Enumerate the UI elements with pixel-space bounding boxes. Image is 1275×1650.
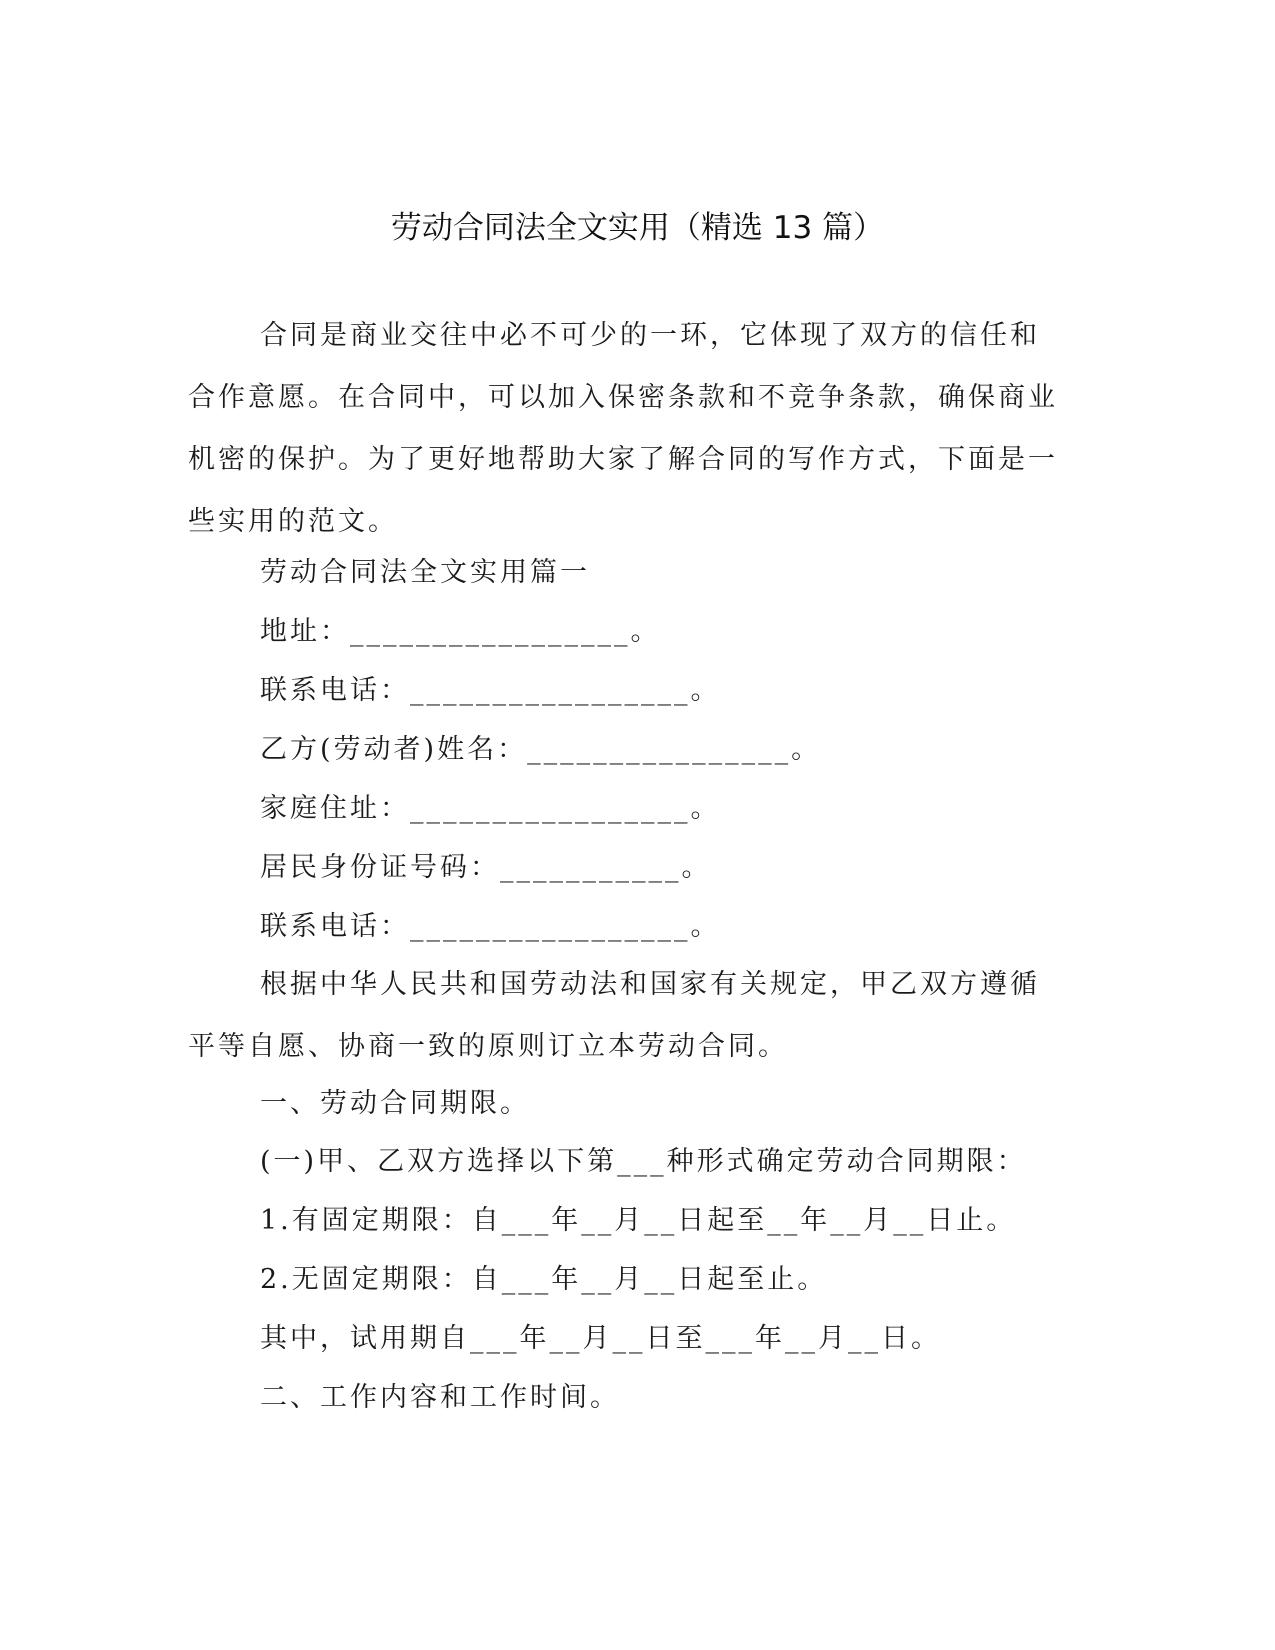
intro-paragraph [188, 305, 1068, 553]
field-worker-name: 乙方(劳动者)姓名：________________。 [260, 734, 822, 765]
clause-1-heading: 一、劳动合同期限。 [260, 1088, 530, 1119]
open-term-text: 2.无固定期限：自___年__月__日起至止。 [260, 1264, 828, 1295]
section-title: 劳动合同法全文实用篇一 [260, 557, 590, 588]
field-address: 地址：_________________。 [260, 616, 661, 647]
document-title: 劳动合同法全文实用（精选 13 篇） [390, 210, 885, 246]
intro-text: 合同是商业交往中必不可少的一环，它体现了双方的信任和合作意愿。在合同中，可以加入保密条款和不竞争条款，确保商业机密的保护。为了更好地帮助大家了解合同的写作方式，下面是一些实用的范文。 [188, 320, 1058, 537]
basis-paragraph [188, 954, 1068, 1078]
field-id-number: 居民身份证号码：___________。 [260, 852, 712, 883]
field-phone-1: 联系电话：_________________。 [260, 675, 721, 706]
field-phone-2: 联系电话：_________________。 [260, 911, 721, 942]
fixed-term-text: 1.有固定期限：自___年__月__日起至__年__月__日止。 [260, 1205, 1017, 1236]
clause-2-heading: 二、工作内容和工作时间。 [260, 1382, 620, 1413]
probation-text: 其中，试用期自___年__月__日至___年__月__日。 [260, 1323, 941, 1354]
basis-text: 根据中华人民共和国劳动法和国家有关规定，甲乙双方遵循平等自愿、协商一致的原则订立本劳动合同。 [188, 969, 1040, 1062]
field-home-address: 家庭住址：_________________。 [260, 793, 721, 824]
clause-1-1-text: (一)甲、乙双方选择以下第___种形式确定劳动合同期限： [260, 1146, 1027, 1177]
